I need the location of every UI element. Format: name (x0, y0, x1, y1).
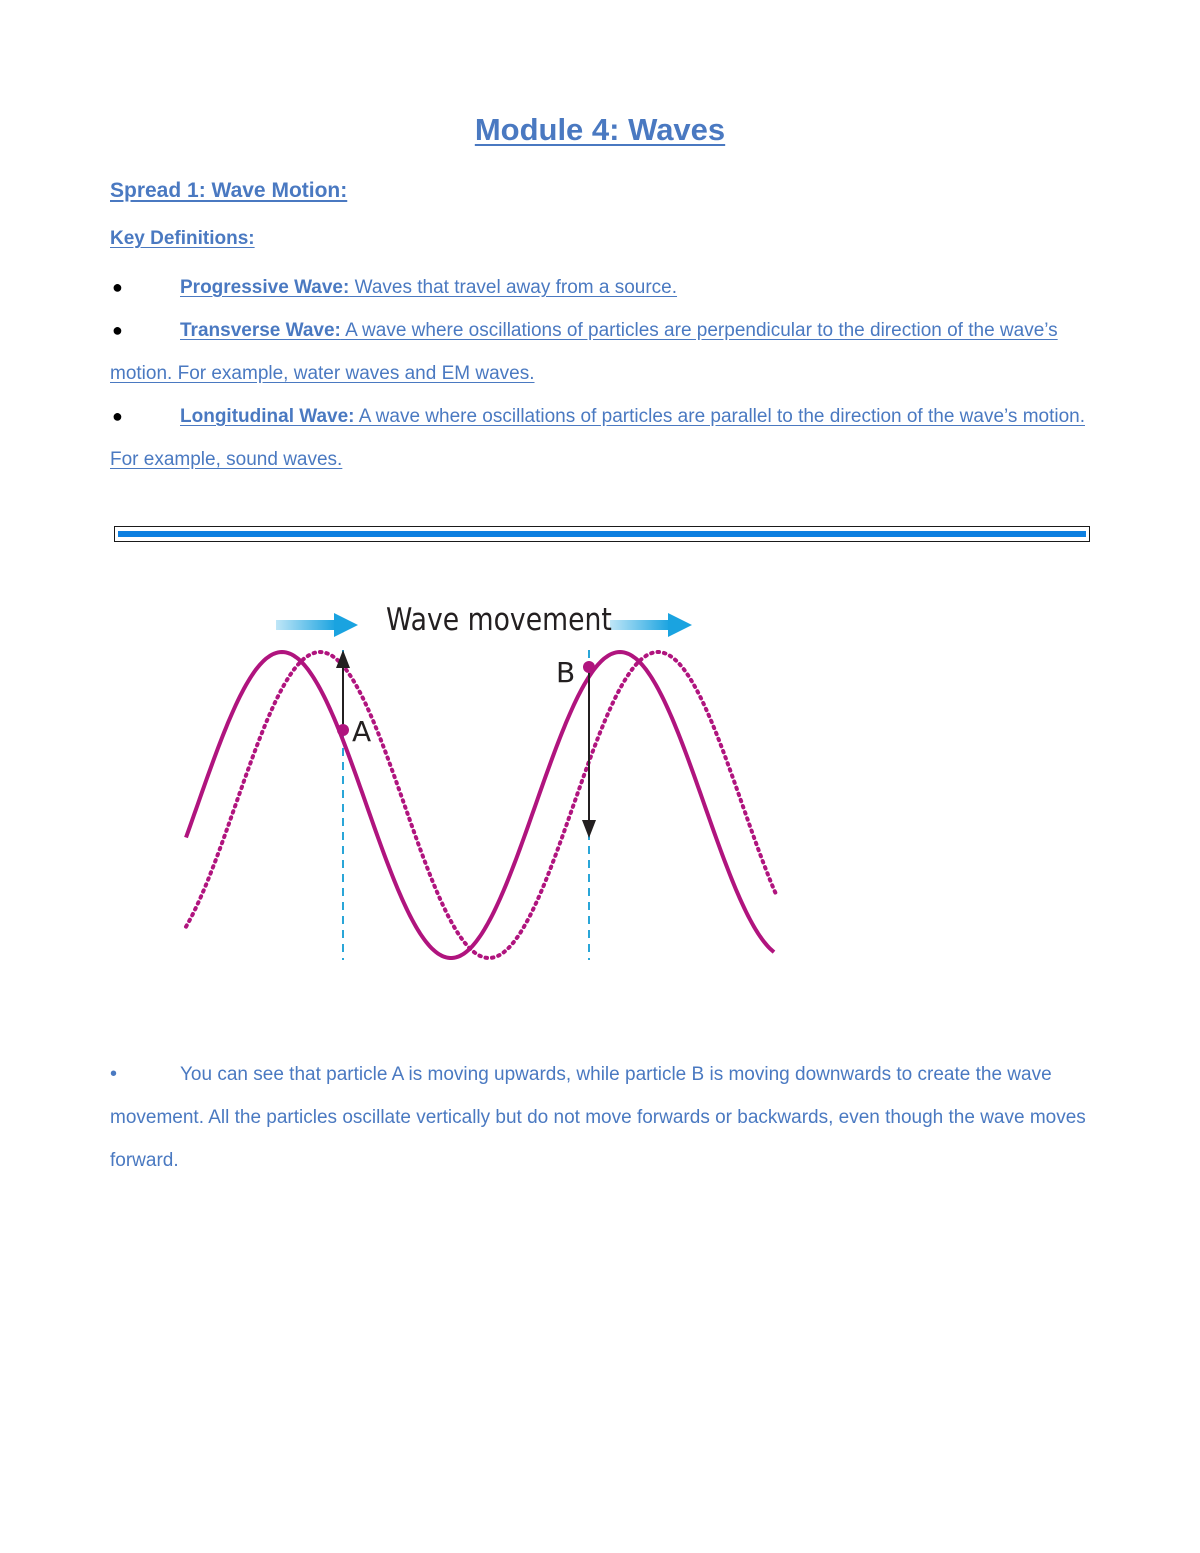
shifted-wave-dotted (186, 652, 776, 958)
divider-bar (118, 531, 1086, 537)
wave-motion-figure (160, 590, 820, 980)
definition-text (110, 395, 1090, 481)
definition-body: Waves that travel away from a source. (349, 277, 678, 298)
definition-body: A wave where oscillations of particles are parallel to the direction of the wave’s motion. For example, sound waves. (110, 406, 1085, 470)
wave-diagram (160, 590, 820, 980)
page-title: Module 4: Waves (474, 112, 726, 147)
wave-direction-arrow-icon (276, 613, 358, 637)
definition-body: A wave where oscillations of particles are perpendicular to the direction of the wave’s motion. For example, water waves and EM waves. (110, 320, 1058, 384)
definition-text (110, 309, 1090, 395)
bullet-icon: ● (112, 406, 123, 426)
definition-transverse-wave (110, 309, 1090, 395)
definition-term: Transverse Wave: (180, 320, 341, 341)
wave-direction-arrow-icon (610, 613, 692, 637)
particle-a-label: A (352, 715, 372, 748)
definition-text (110, 266, 1090, 309)
definition-term: Longitudinal Wave: (180, 406, 355, 427)
particle-a-dot (337, 724, 349, 736)
note-text: You can see that particle A is moving upwards, while particle B is moving downwards to create the wave movement. All the particles oscillate vertically but do not move forwards or backwards, even though the wave moves forward. (110, 1064, 1086, 1171)
definition-term: Progressive Wave: (180, 277, 350, 298)
particle-b-label: B (556, 656, 576, 689)
spread-heading: Spread 1: Wave Motion: (110, 179, 348, 202)
key-definitions-heading: Key Definitions: (110, 228, 255, 249)
definitions-list (110, 266, 1090, 481)
bullet-icon: ● (112, 277, 123, 297)
figure-title: Wave movement (386, 602, 612, 638)
bullet-icon: ● (112, 320, 123, 340)
particle-b-dot (583, 661, 595, 673)
bullet-icon: • (110, 1063, 118, 1085)
current-wave-solid (186, 652, 774, 958)
explanation-note (110, 1053, 1100, 1182)
definition-progressive-wave (110, 266, 1090, 309)
definition-longitudinal-wave (110, 395, 1090, 481)
section-divider (114, 526, 1090, 542)
